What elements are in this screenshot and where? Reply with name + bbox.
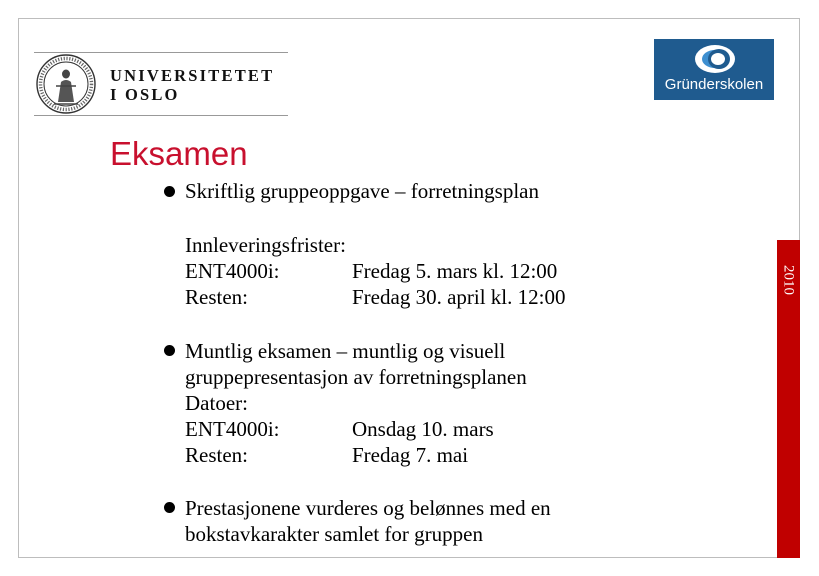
bullet-1-row-1-label: ENT4000i:	[185, 259, 280, 283]
bullet-1-sub-heading: Innleveringsfrister:	[185, 233, 346, 257]
bullet-2-row-1-value: Onsdag 10. mars	[352, 417, 494, 441]
bullet-2-sub-heading: Datoer:	[185, 391, 248, 415]
uio-wordmark	[110, 66, 274, 104]
uio-wordmark-line1: UNIVERSITETET	[110, 66, 275, 85]
bullet-dot	[164, 186, 175, 197]
bullet-1-row-1-value: Fredag 5. mars kl. 12:00	[352, 259, 558, 283]
bullet-dot	[164, 502, 175, 513]
bullet-3-line-1: Prestasjonene vurderes og belønnes med en	[185, 496, 551, 520]
bullet-3-line-2: bokstavkarakter samlet for gruppen	[185, 522, 483, 546]
bullet-2-line-2: gruppepresentasjon av forretningsplanen	[185, 365, 527, 389]
uio-logo	[34, 52, 288, 116]
bullet-2-line-1: Muntlig eksamen – muntlig og visuell	[185, 339, 506, 363]
bullet-1-row-2-label: Resten:	[185, 285, 248, 309]
bullet-2-row-1-label: ENT4000i:	[185, 417, 280, 441]
bullet-dot	[164, 345, 175, 356]
grunderskolen-logo	[654, 39, 774, 100]
bullet-2-row-2-value: Fredag 7. mai	[352, 443, 469, 467]
uio-seal-icon	[34, 52, 98, 116]
year-label	[776, 262, 800, 298]
grunderskolen-wordmark: Gründerskolen	[664, 76, 764, 93]
slide-title: Eksamen	[110, 135, 248, 172]
bullet-2-row-2-label: Resten:	[185, 443, 248, 467]
uio-wordmark-line2: I OSLO	[110, 85, 180, 104]
grunderskolen-mark-icon	[693, 43, 737, 75]
bullet-1-row-2-value: Fredag 30. april kl. 12:00	[352, 285, 566, 309]
bullet-1-line-1: Skriftlig gruppeoppgave – forretningsplan	[185, 179, 540, 203]
year-text: 2010	[780, 265, 797, 295]
